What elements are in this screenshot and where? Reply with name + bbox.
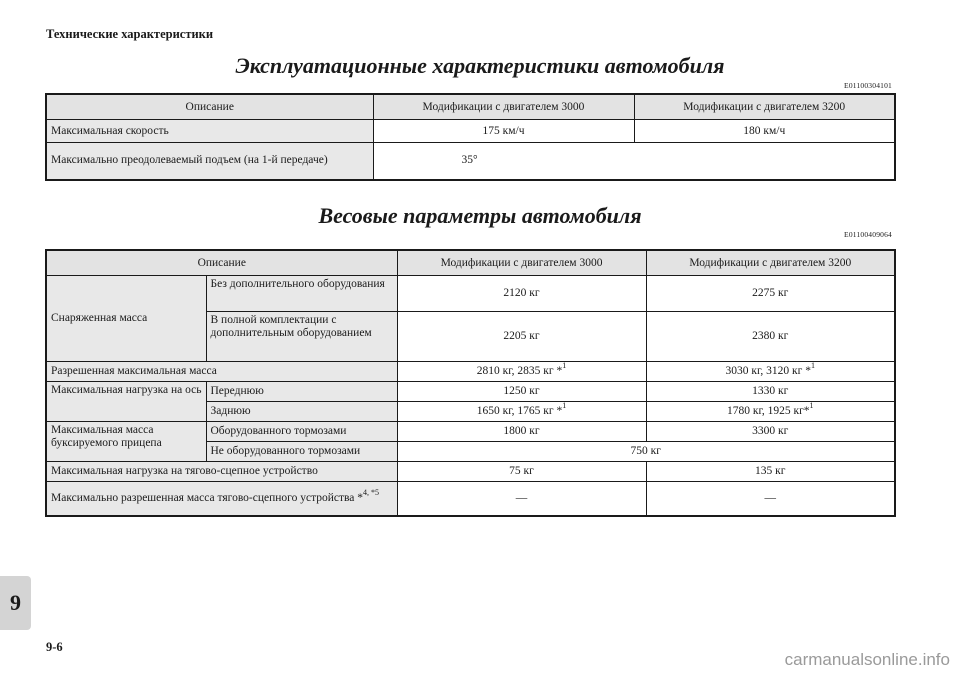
row-sublabel: Оборудованного тормозами [206, 422, 397, 442]
row-sublabel: В полной комплектации с дополнительным оборудованием [206, 312, 397, 362]
column-header: Описание [46, 94, 373, 120]
table-row [46, 482, 895, 516]
row-sublabel: Без дополнительного оборудования [206, 276, 397, 312]
table-header-row [46, 94, 895, 120]
row-sublabel: Не оборудованного тормозами [206, 442, 397, 462]
page-number: 9-6 [46, 640, 63, 654]
performance-table [45, 93, 896, 181]
row-label: Максимальная скорость [46, 120, 373, 143]
cell-value: 75 кг [397, 462, 646, 482]
cell-value [397, 362, 646, 382]
row-label: Максимальная нагрузка на тягово-сцепное устройство [46, 462, 397, 482]
value-text: 1780 кг, 1925 кг* [726, 405, 810, 417]
column-header: Модификации с двигателем 3000 [397, 250, 646, 276]
cell-value: 1800 кг [397, 422, 646, 442]
cell-value: 2120 кг [397, 276, 646, 312]
row-label: Максимальная масса буксируемого прицепа [46, 422, 206, 462]
row-label [46, 482, 397, 516]
table-row [46, 382, 895, 402]
table-row [46, 276, 895, 312]
value-text: 2810 кг, 2835 кг * [476, 365, 563, 377]
value-text: 1650 кг, 1765 кг * [476, 405, 563, 417]
cell-value: 3300 кг [646, 422, 895, 442]
section-title-weight: Весовые параметры автомобиля [318, 203, 642, 228]
column-header: Модификации с двигателем 3200 [634, 94, 895, 120]
row-sublabel: Заднюю [206, 402, 397, 422]
label-text: Максимально разрешенная масса тягово-сцепного устройства * [51, 491, 364, 504]
section-title-performance: Эксплуатационные характеристики автомобиля [235, 53, 725, 78]
column-header: Модификации с двигателем 3000 [373, 94, 634, 120]
footnote-mark: 1 [809, 401, 814, 411]
cell-value: 35° [373, 143, 895, 180]
cell-value [646, 362, 895, 382]
table-row [46, 422, 895, 442]
footnote-mark: 1 [562, 401, 567, 411]
cell-value: 2275 кг [646, 276, 895, 312]
cell-value: — [397, 482, 646, 516]
column-header: Модификации с двигателем 3200 [646, 250, 895, 276]
cell-value: 2205 кг [397, 312, 646, 362]
weight-table [45, 249, 896, 517]
cell-value [397, 402, 646, 422]
cell-value: 2380 кг [646, 312, 895, 362]
row-label: Разрешенная максимальная масса [46, 362, 397, 382]
value-text: 3030 кг, 3120 кг * [725, 365, 811, 377]
cell-value: 135 кг [646, 462, 895, 482]
footnote-mark: 1 [810, 361, 815, 371]
row-label: Максимально преодолеваемый подъем (на 1-й передаче) [46, 143, 373, 180]
running-header: Технические характеристики [46, 27, 214, 41]
table-row [46, 120, 895, 143]
cell-value: 1330 кг [646, 382, 895, 402]
chapter-tab: 9 [0, 576, 31, 630]
cell-value: 750 кг [397, 442, 895, 462]
cell-value: 180 км/ч [634, 120, 895, 143]
watermark: carmanualsonline.info [784, 650, 950, 669]
table-row [46, 143, 895, 180]
row-label: Снаряженная масса [46, 276, 206, 362]
cell-value [646, 402, 895, 422]
column-header: Описание [46, 250, 397, 276]
cell-value: — [646, 482, 895, 516]
row-sublabel: Переднюю [206, 382, 397, 402]
table-row [46, 362, 895, 382]
footnote-mark: 4, *5 [363, 487, 380, 497]
cell-value: 1250 кг [397, 382, 646, 402]
section-code-weight: E01100409064 [844, 230, 892, 239]
section-code-performance: E01100304101 [844, 81, 892, 90]
cell-value: 175 км/ч [373, 120, 634, 143]
table-row [46, 462, 895, 482]
row-label: Максимальная нагрузка на ось [46, 382, 206, 422]
table-header-row [46, 250, 895, 276]
footnote-mark: 1 [562, 361, 567, 371]
